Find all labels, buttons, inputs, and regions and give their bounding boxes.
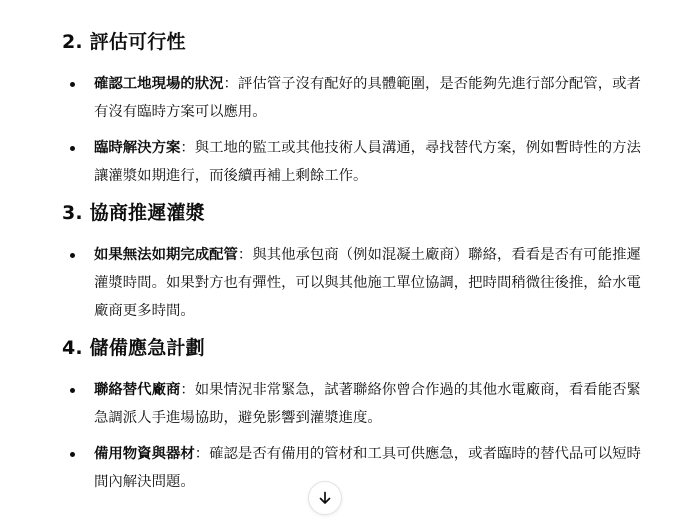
section-contingency <box>62 333 647 496</box>
item-text: ：如果情況非常緊急，試著聯絡你曾合作過的其他水電廠商，看看能否緊急調派人手進場協助，避免影響到灌漿進度。 <box>94 382 641 426</box>
section-feasibility <box>62 27 647 190</box>
list-item <box>62 376 647 432</box>
list-item <box>62 70 647 126</box>
item-text: ：與其他承包商（例如混凝土廠商）聯絡，看看是否有可能推遲灌漿時間。如果對方也有彈性，可以與其他施工單位協調，把時間稍微往後推，給水電廠商更多時間。 <box>94 247 641 319</box>
bullet-list <box>62 241 647 325</box>
message-content <box>62 27 647 504</box>
arrow-down-icon <box>317 490 333 506</box>
item-text: ：與工地的監工或其他技術人員溝通，尋找替代方案，例如暫時性的方法讓灌漿如期進行，而後續再補上剩餘工作。 <box>94 140 641 184</box>
scroll-to-bottom-button[interactable] <box>308 481 342 515</box>
item-term: 如果無法如期完成配管 <box>94 247 238 263</box>
bullet-list <box>62 70 647 190</box>
list-item <box>62 440 647 496</box>
list-item <box>62 134 647 190</box>
item-term: 確認工地現場的狀況 <box>94 76 224 92</box>
bullet-list <box>62 376 647 496</box>
item-text: ：確認是否有備用的管材和工具可供應急，或者臨時的替代品可以短時間內解決問題。 <box>94 446 641 490</box>
section-postpone <box>62 198 647 325</box>
section-title: 2. 評估可行性 <box>62 31 186 53</box>
item-text: ：評估管子沒有配好的具體範圍，是否能夠先進行部分配管，或者有沒有臨時方案可以應用。 <box>94 76 641 120</box>
item-term: 聯絡替代廠商 <box>94 382 181 398</box>
item-term: 備用物資與器材 <box>94 446 195 462</box>
section-title: 4. 儲備應急計劃 <box>62 337 205 359</box>
section-title: 3. 協商推遲灌漿 <box>62 202 205 224</box>
item-term: 臨時解決方案 <box>94 140 181 156</box>
list-item <box>62 241 647 325</box>
